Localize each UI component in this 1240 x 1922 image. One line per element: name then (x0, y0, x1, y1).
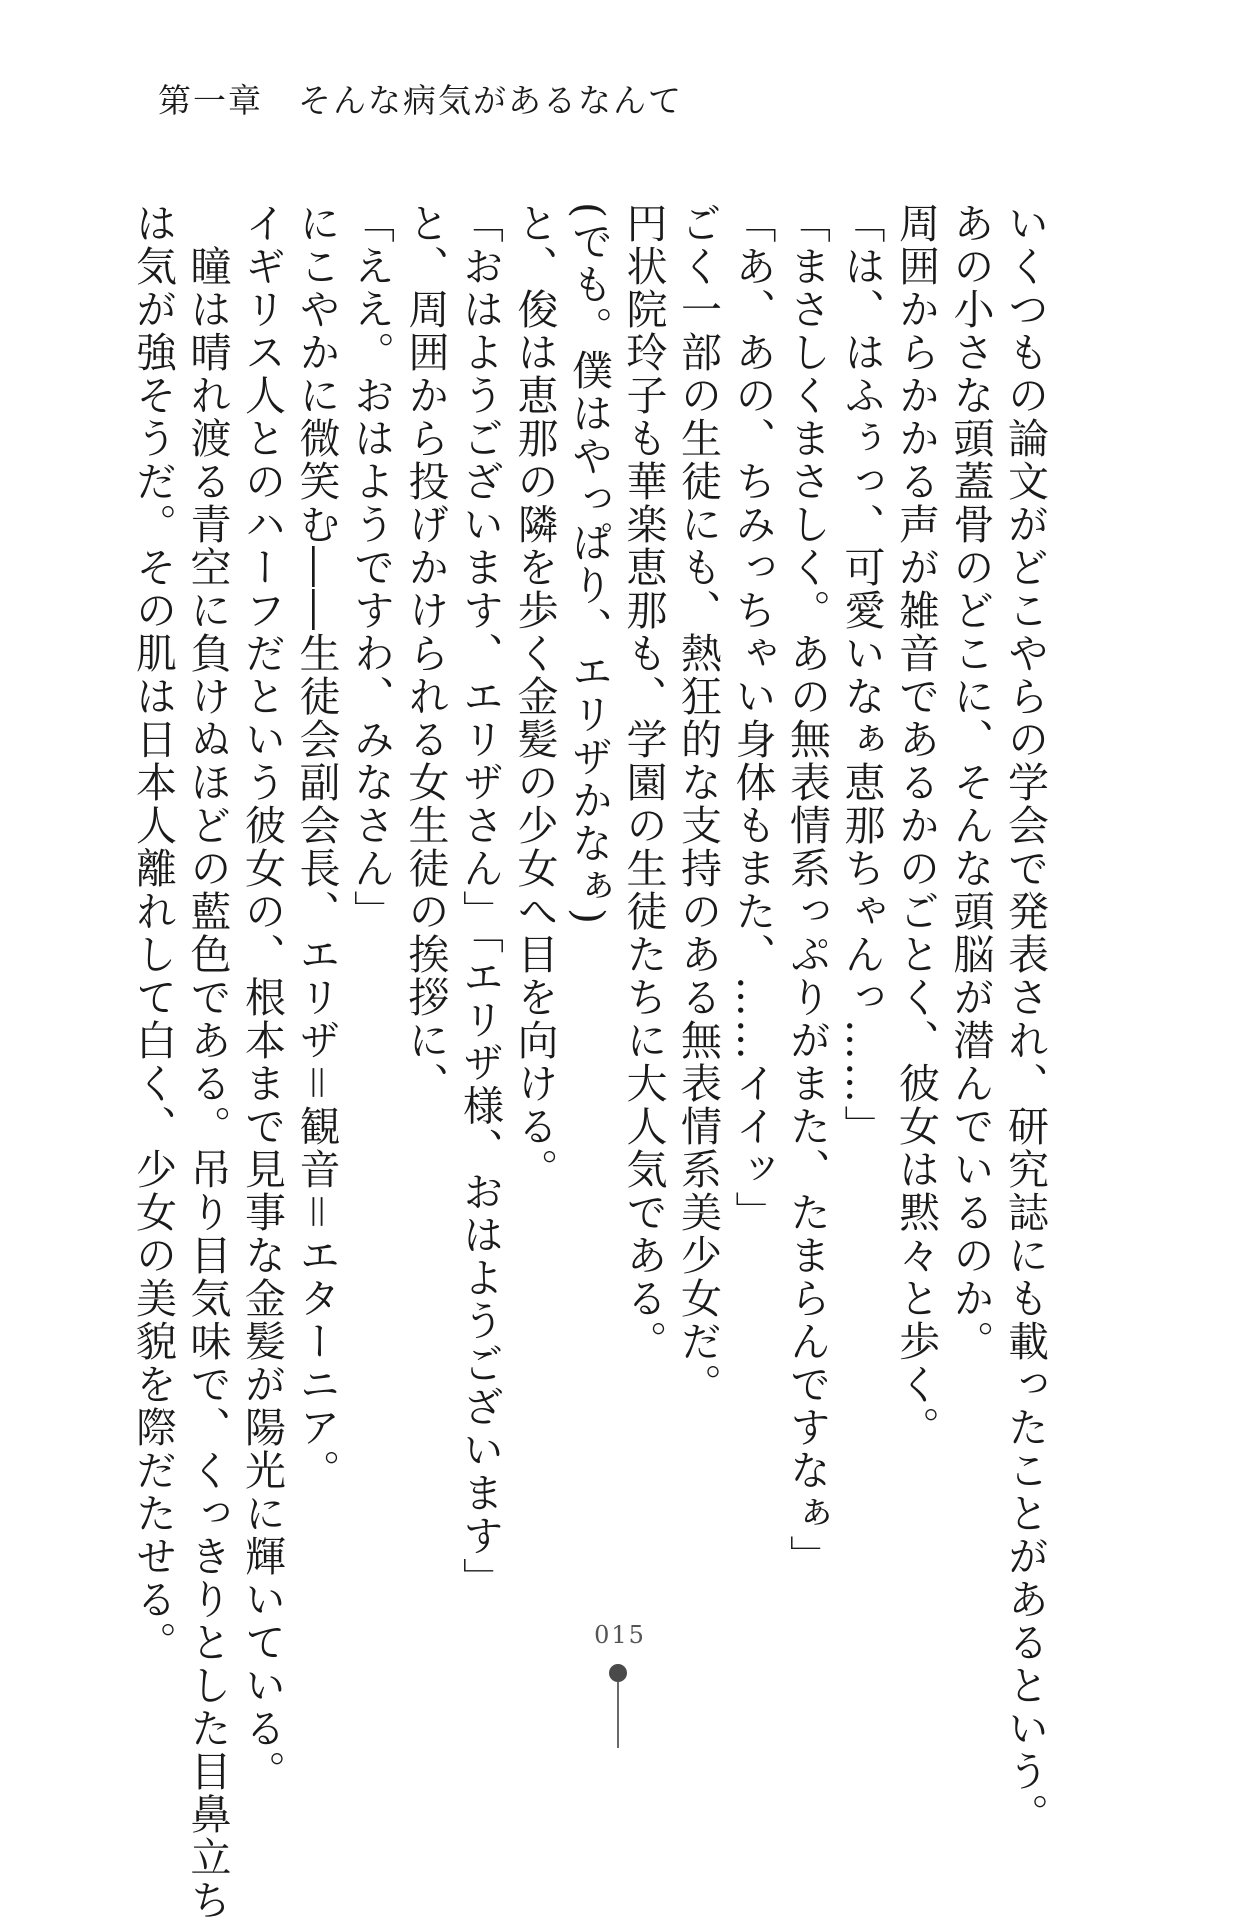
text-line: 「あ、あの、ちみっちゃい身体もまた、……イイッ」 (728, 202, 777, 1234)
chapter-title: 第一章 そんな病気があるなんて (158, 81, 683, 120)
page-number: 015 (594, 1621, 646, 1649)
text-line: 「は、はふぅっ、可愛いなぁ恵那ちゃんっ……」 (837, 202, 886, 1148)
text-line: 「まさしくまさしく。あの無表情系っぷりがまた、たまらんですなぁ」 (783, 202, 831, 1578)
body-text-vertical (126, 202, 1053, 1922)
text-line: 円状院玲子も華楽恵那も、学園の生徒たちに大人気である。 (619, 202, 668, 1363)
footer-dot-ornament (609, 1664, 627, 1682)
text-line: ごく一部の生徒にも、熱狂的な支持のある無表情系美少女だ。 (674, 202, 722, 1406)
text-line: 「おはようございます、エリザさん」「エリザ様、おはようございます」 (456, 202, 504, 1601)
text-line: あの小さな頭蓋骨のどこに、そんな頭脳が潜んでいるのか。 (946, 202, 995, 1363)
text-line: 「ええ。おはようですわ、みなさん」 (347, 202, 395, 933)
text-line: 周囲からかかる声が雑音であるかのごとく、彼女は黙々と歩く。 (892, 202, 940, 1449)
text-line: イギリス人とのハーフだという彼女の、根本まで見事な金髪が陽光に輝いている。 (238, 202, 286, 1793)
text-line: は気が強そうだ。その肌は日本人離れして白く、少女の美貌を際だたせる。 (129, 202, 177, 1664)
text-line: (でも。僕はやっぱり、エリザかなぁ) (565, 202, 613, 926)
text-line: にこやかに微笑む――生徒会副会長、エリザ＝観音＝エターニア。 (292, 202, 341, 1492)
footer-line-ornament (617, 1682, 619, 1748)
text-line: と、周囲から投げかけられる女生徒の挨拶に、 (401, 202, 450, 1105)
text-line: と、俊は恵那の隣を歩く金髪の少女へ目を向ける。 (510, 202, 559, 1191)
text-line: 瞳は晴れ渡る青空に負けぬほどの藍色である。吊り目気味で、くっきりとした目鼻立ち (183, 202, 232, 1922)
text-line: いくつもの論文がどこやらの学会で発表され、研究誌にも載ったことがあるという。 (1001, 202, 1049, 1836)
